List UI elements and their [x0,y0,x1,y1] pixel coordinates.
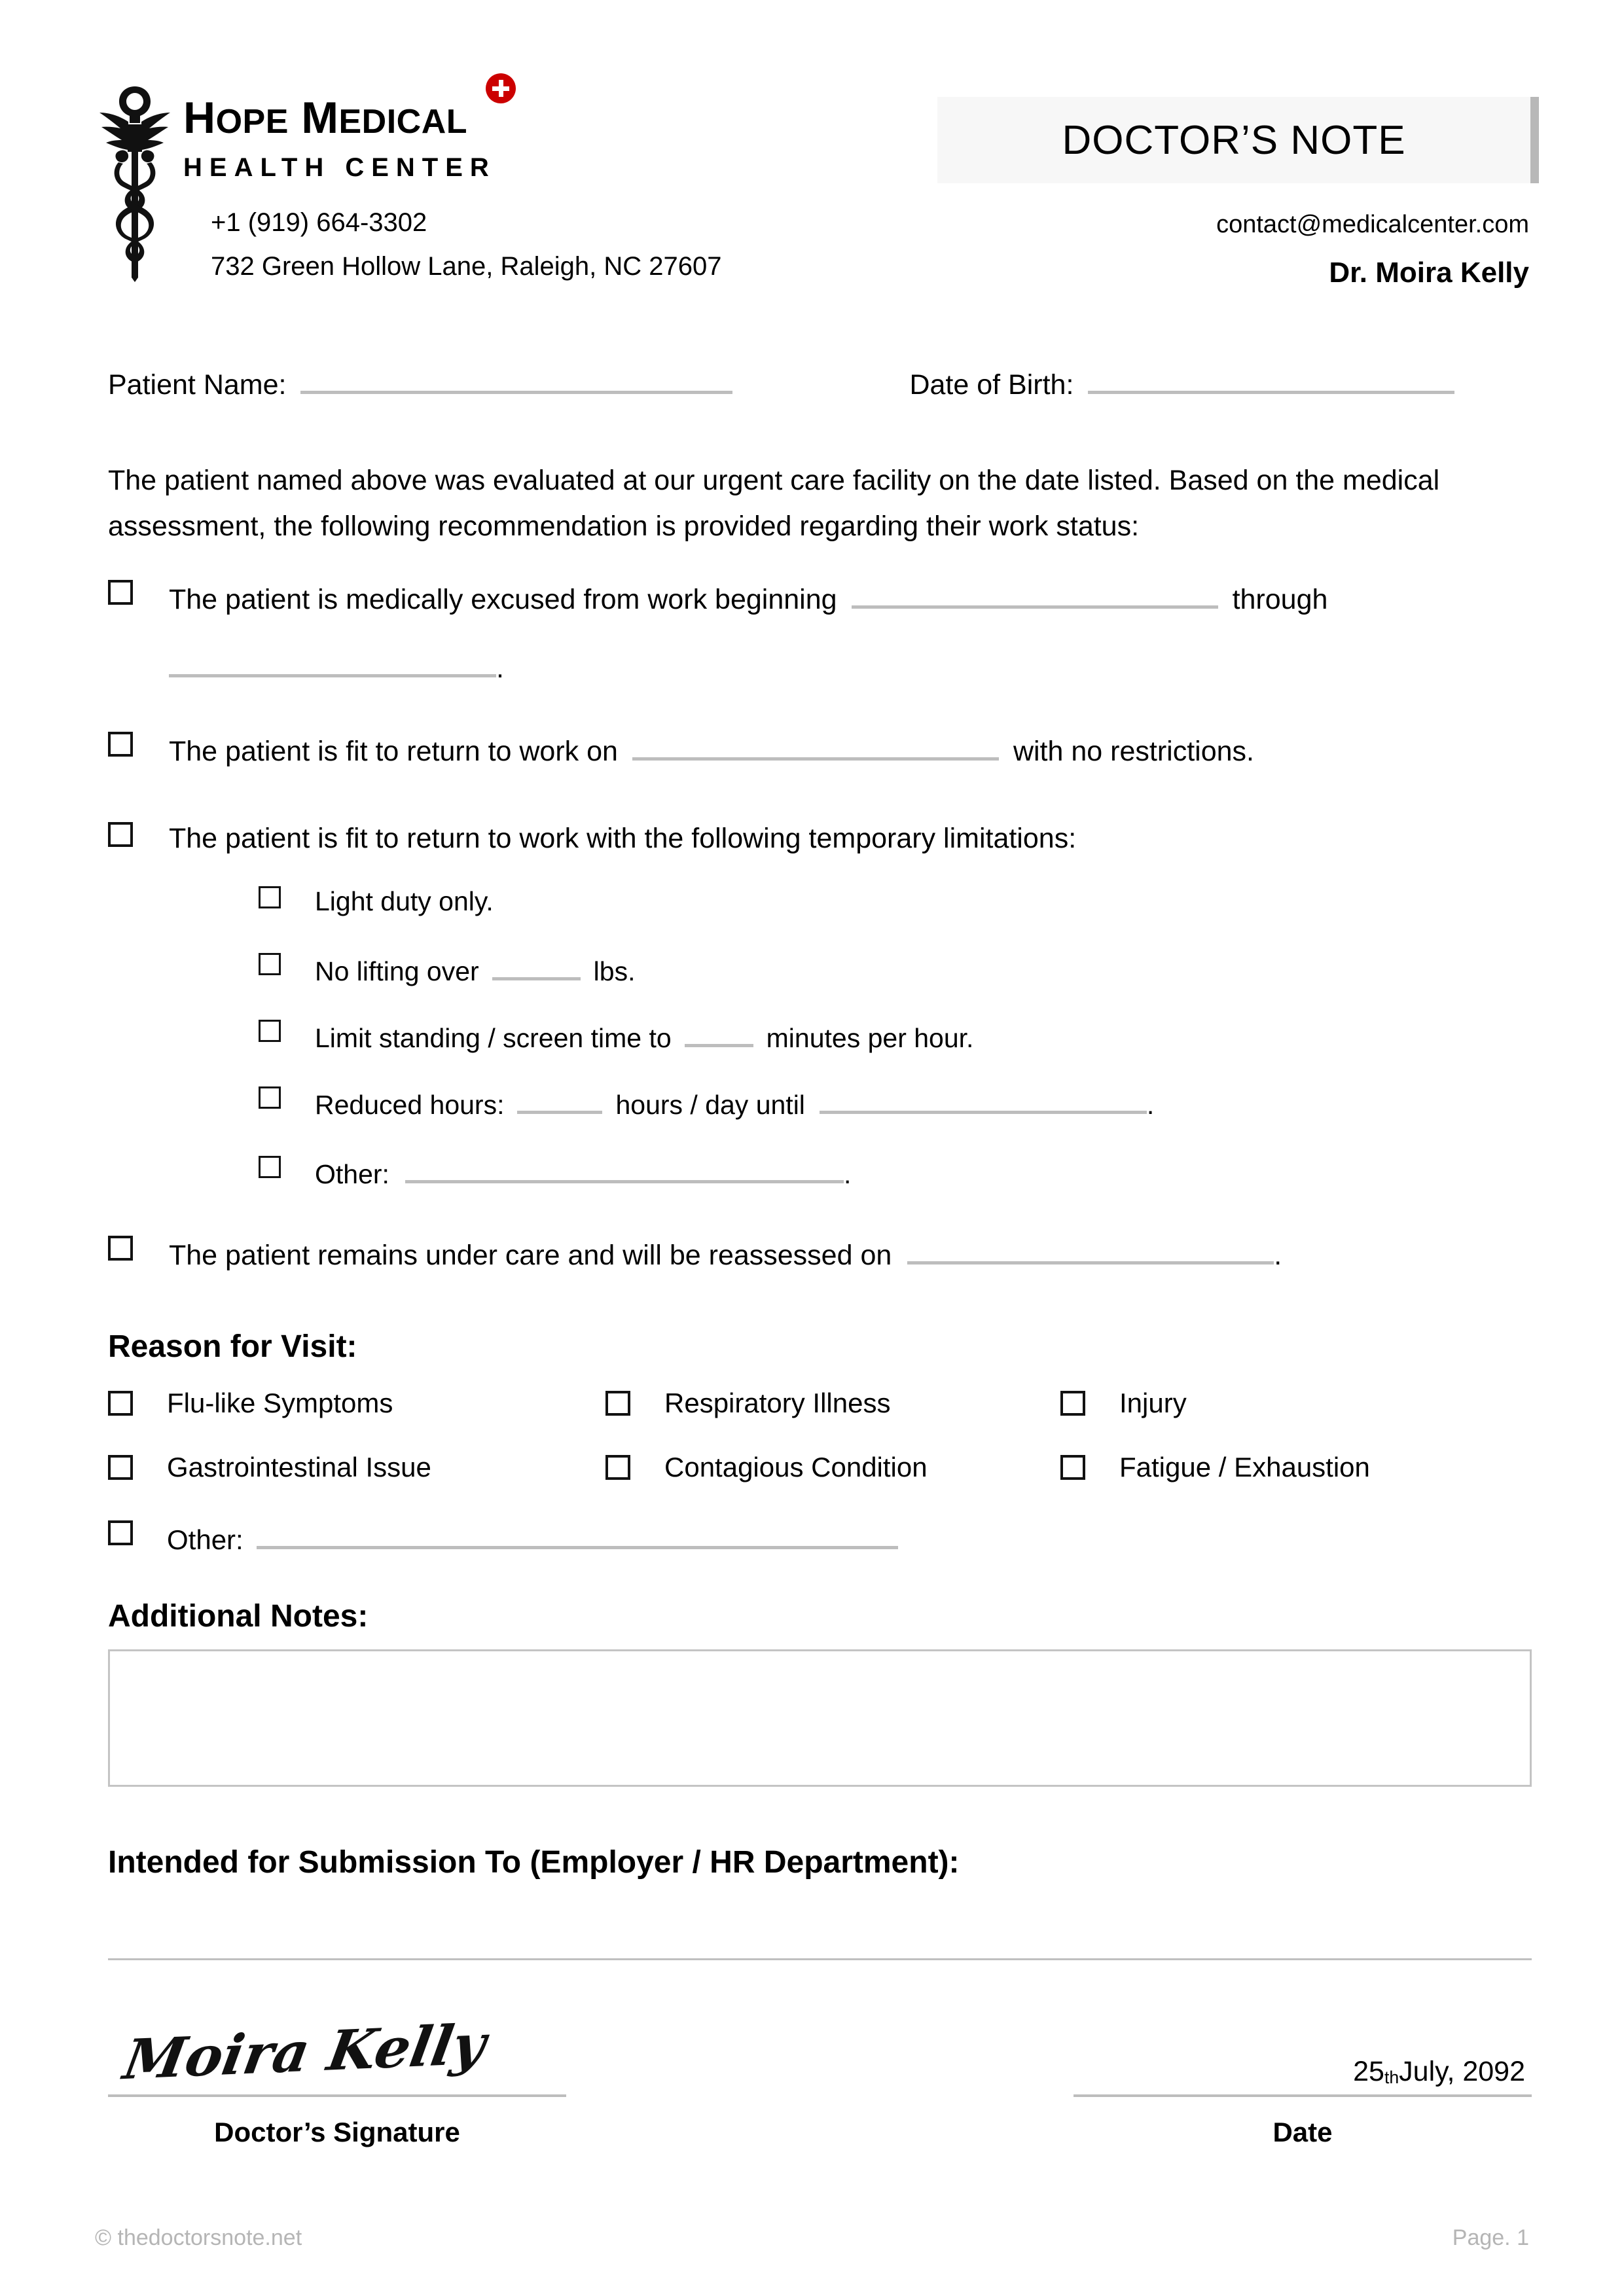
date-rest: July, 2092 [1399,2056,1525,2087]
statement-excused-end-date-row[interactable] [108,645,504,689]
standing-wrap [315,1016,973,1058]
checkbox-reason-other[interactable] [108,1520,133,1545]
brand-ope: OPE [215,103,289,141]
reason-other-label: Other: [167,1524,244,1556]
document-title-box [937,97,1530,183]
limitation-other-wrap [315,1152,851,1194]
reason-label: Respiratory Illness [664,1388,891,1418]
checkbox-limitation-other[interactable] [259,1156,281,1178]
reduced-hours-input[interactable] [517,1083,602,1114]
reason-label: Contagious Condition [664,1452,928,1482]
title-accent-bar [1530,97,1539,183]
standing-minutes-input[interactable] [685,1016,753,1047]
checkbox-gastrointestinal-issue[interactable] [108,1455,133,1480]
fit-label-a: The patient is fit to return to work on [169,736,618,768]
checkbox-no-lifting[interactable] [259,953,281,975]
reason-option-respiratory-illness[interactable] [605,1388,890,1419]
reason-for-visit-heading: Reason for Visit: [108,1329,357,1364]
standing-label-b: minutes per hour. [766,1023,974,1054]
doctor-signature: Moira Kelly [118,2011,491,2092]
limitation-other-period: . [843,1159,852,1190]
date-of-birth-input[interactable] [1088,361,1454,394]
footer-page-number: Page. 1 [1452,2225,1529,2250]
excused-end-date-input[interactable] [169,645,496,677]
reason-option-other[interactable] [108,1517,898,1556]
no-lifting-wrap [315,949,635,991]
lifting-limit-input[interactable] [492,949,581,980]
reason-option-injury[interactable] [1060,1388,1187,1419]
reason-label: Injury [1119,1388,1187,1418]
light-duty-label: Light duty only. [315,886,494,916]
reason-option-fatigue-exhaustion[interactable] [1060,1452,1370,1483]
additional-notes-heading: Additional Notes: [108,1599,369,1634]
reason-option-contagious-condition[interactable] [605,1452,928,1483]
reduced-hours-label-a: Reduced hours: [315,1090,505,1121]
excused-period: . [496,653,504,685]
clinic-email: contact@medicalcenter.com [1216,211,1529,238]
doctor-name: Dr. Moira Kelly [1329,257,1529,289]
limitations-label: The patient is fit to return to work with the following temporary limitations: [169,823,1077,854]
limitation-reduced-hours[interactable] [259,1083,1154,1124]
reason-label: Fatigue / Exhaustion [1119,1452,1370,1482]
brand-edical: EDICAL [338,103,468,141]
caduceus-icon [98,84,171,283]
limitation-standing-screen-time[interactable] [259,1016,973,1058]
statement-fit-text [169,728,1254,772]
reassess-period: . [1274,1240,1282,1272]
brand-subtitle: HEALTH CENTER [183,153,496,182]
footer-copyright: © thedoctorsnote.net [95,2225,302,2250]
reduced-hours-period: . [1146,1090,1155,1121]
reason-other-wrap [167,1517,898,1556]
brand-name [183,93,468,143]
patient-name-label: Patient Name: [108,369,287,401]
reassess-label: The patient remains under care and will be reassessed on [169,1240,892,1272]
excused-label-a: The patient is medically excused from work beginning [169,584,837,616]
excused-start-date-input[interactable] [852,576,1218,609]
checkbox-fatigue-exhaustion[interactable] [1060,1455,1085,1480]
reduced-hours-label-b: hours / day until [615,1090,805,1121]
fit-return-date-input[interactable] [632,728,999,761]
limitation-no-lifting[interactable] [259,949,635,991]
checkbox-flu-like-symptoms[interactable] [108,1391,133,1416]
signed-date [1074,2003,1532,2088]
statement-fit-no-restrictions[interactable] [108,728,1254,772]
signature-block [108,2003,566,2148]
excused-label-b: through [1232,584,1328,616]
reason-other-input[interactable] [257,1517,898,1549]
document-header [0,0,1624,314]
red-cross-icon [486,73,516,103]
checkbox-reduced-hours[interactable] [259,1086,281,1109]
checkbox-standing-screen-time[interactable] [259,1020,281,1042]
brand-m: M [301,93,339,143]
statement-temporary-limitations[interactable] [108,818,1076,859]
checkbox-remains-under-care[interactable] [108,1236,133,1261]
reason-label: Flu-like Symptoms [167,1388,393,1418]
date-caption: Date [1272,2117,1333,2147]
reason-label: Gastrointestinal Issue [167,1452,431,1482]
reason-for-visit-group [108,1388,1535,1516]
statement-excused-from-work[interactable] [108,576,1496,620]
reason-option-flu-like-symptoms[interactable] [108,1388,393,1419]
date-ordinal-suffix: th [1384,2068,1399,2087]
clinic-phone: +1 (919) 664-3302 [211,208,427,237]
date-rule [1074,2094,1532,2097]
brand-h: H [183,93,216,143]
section-divider [108,1958,1532,1960]
intro-paragraph: The patient named above was evaluated at our urgent care facility on the date listed. Based on the medical assessment, the following recommendation is provided regarding their work status: [108,465,1440,542]
patient-name-input[interactable] [300,361,732,394]
checkbox-fit-no-restrictions[interactable] [108,732,133,757]
date-day: 25 [1353,2056,1384,2087]
limitation-other-label: Other: [315,1159,389,1190]
limitation-light-duty[interactable] [259,882,494,921]
excused-end-wrap [169,645,504,689]
clinic-address: 732 Green Hollow Lane, Raleigh, NC 27607 [211,252,722,281]
reduced-hours-wrap [315,1083,1154,1124]
patient-identity-row [108,361,1535,401]
reason-row [108,1388,1535,1452]
date-block [1074,2003,1532,2148]
statement-remains-under-care[interactable] [108,1232,1282,1276]
checkbox-injury[interactable] [1060,1391,1085,1416]
signature-rule [108,2094,566,2097]
checkbox-respiratory-illness[interactable] [605,1391,630,1416]
limitation-other-input[interactable] [405,1152,844,1183]
statement-excused-text [169,576,1327,620]
reason-option-gastrointestinal-issue[interactable] [108,1452,431,1483]
reason-row [108,1452,1535,1516]
document-title: DOCTOR’S NOTE [1062,117,1406,163]
signature-caption: Doctor’s Signature [214,2117,460,2147]
reassess-wrap [169,1232,1282,1276]
date-of-birth-label: Date of Birth: [909,369,1074,401]
checkbox-contagious-condition[interactable] [605,1455,630,1480]
checkbox-temporary-limitations[interactable] [108,822,133,847]
standing-label-a: Limit standing / screen time to [315,1023,672,1054]
fit-label-b: with no restrictions. [1013,736,1254,768]
no-lifting-label-a: No lifting over [315,956,479,987]
reduced-hours-until-input[interactable] [820,1083,1147,1114]
no-lifting-label-b: lbs. [593,956,636,987]
checkbox-excused-from-work[interactable] [108,580,133,605]
checkbox-light-duty[interactable] [259,886,281,908]
additional-notes-textarea[interactable] [108,1649,1532,1787]
submission-heading: Intended for Submission To (Employer / HR Department): [108,1845,960,1880]
reassess-date-input[interactable] [907,1232,1274,1265]
limitation-other[interactable] [259,1152,851,1194]
